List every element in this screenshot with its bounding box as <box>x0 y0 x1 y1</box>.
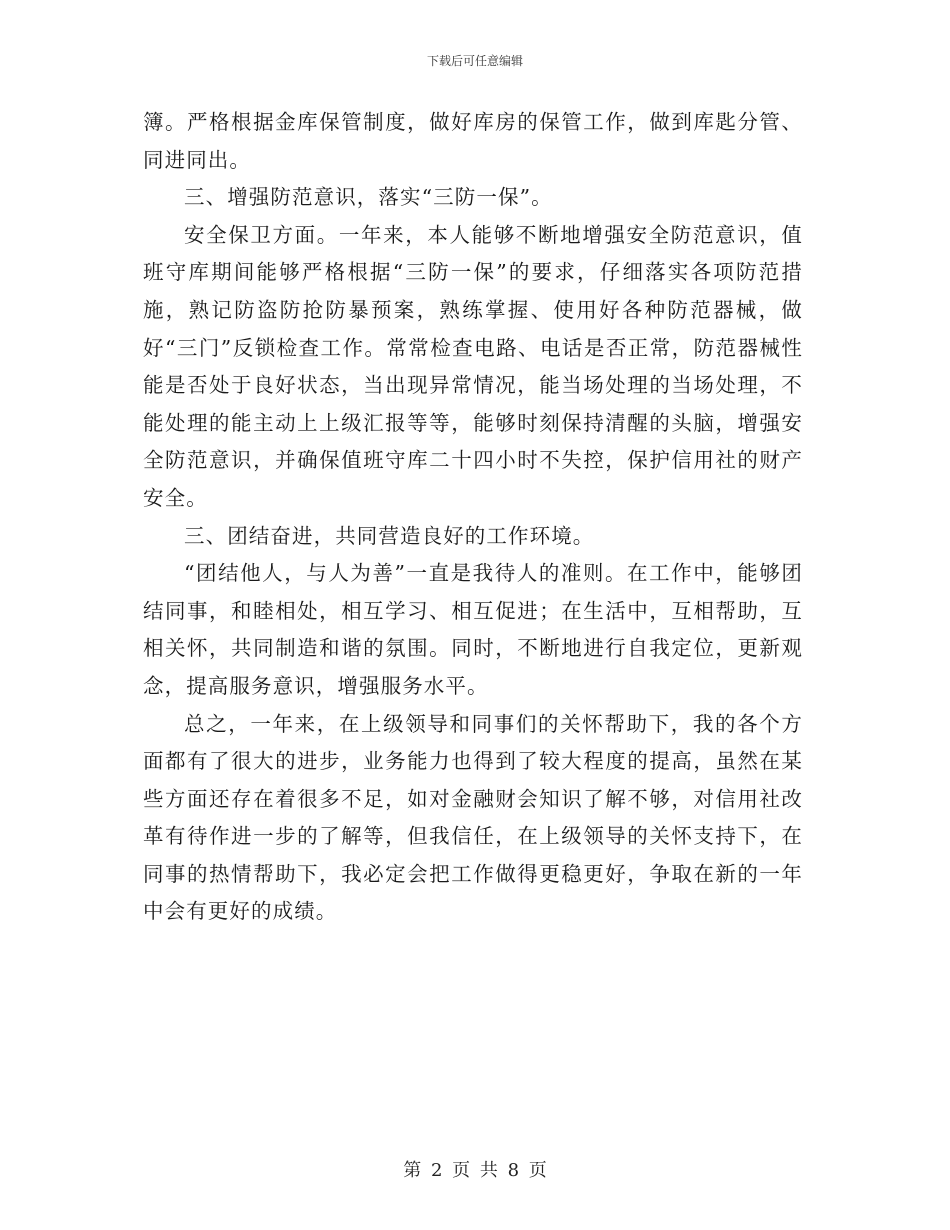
document-body <box>143 104 803 931</box>
section-heading-3-security: 三、增强防范意识，落实“三防一保”。 <box>184 185 553 210</box>
page-header: 下载后可任意编辑 <box>426 54 523 68</box>
paragraph-security: 安全保卫方面。一年来，本人能够不断地增强安全防范意识，值班守库期间能够严格根据“三防一保”的要求，仔细落实各项防范措施，熟记防盗防抢防暴预案，熟练掌握、使用好各种防范器械，做好“三门”反锁检查工作。常常检查电路、电话是否正常，防范器械性能是否处于良好状态，当出现异常情况，能当场处理的当场处理，不能处理的能主动上上级汇报等等，能够时刻保持清醒的头脑，增强安全防范意识，并确保值班守库二十四小时不失控，保护信用社的财产安全。 <box>143 222 803 510</box>
page-footer: 第 2 页 共 8 页 <box>403 1160 547 1181</box>
paragraph-teamwork: “团结他人，与人为善”一直是我待人的准则。在工作中，能够团结同事，和睦相处，相互学习、相互促进；在生活中，互相帮助，互相关怀，共同制造和谐的氛围。同时，不断地进行自我定位，更新观念，提高服务意识，增强服务水平。 <box>143 561 803 698</box>
section-heading-3-teamwork: 三、团结奋进，共同营造良好的工作环境。 <box>184 523 595 548</box>
paragraph-summary: 总之，一年来，在上级领导和同事们的关怀帮助下，我的各个方面都有了很大的进步，业务能力也得到了较大程度的提高，虽然在某些方面还存在着很多不足，如对金融财会知识了解不够，对信用社改革有待作进一步的了解等，但我信任，在上级领导的关怀支持下，在同事的热情帮助下，我必定会把工作做得更稳更好，争取在新的一年中会有更好的成绩。 <box>143 711 803 924</box>
paragraph-1: 簿。严格根据金库保管制度，做好库房的保管工作，做到库匙分管、同进同出。 <box>143 110 803 172</box>
